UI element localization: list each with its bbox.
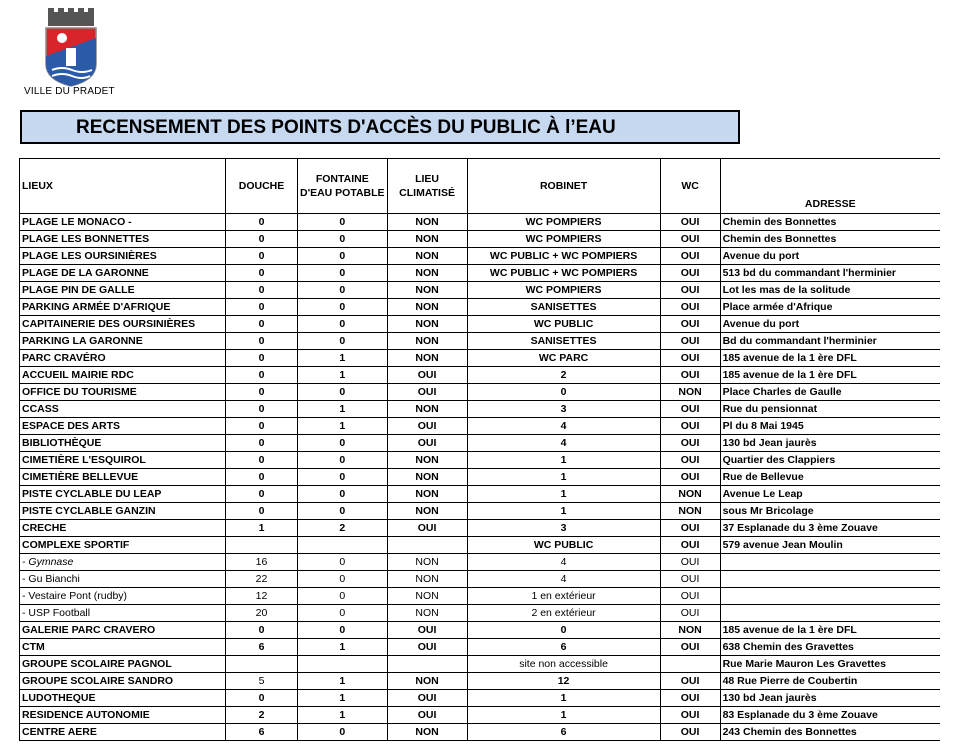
cell-adresse [720,588,940,605]
cell-lieu: CCASS [20,401,226,418]
cell-lieu: PARKING LA GARONNE [20,333,226,350]
cell-douche: 0 [226,231,298,248]
cell-douche: 0 [226,350,298,367]
cell-climatise: NON [387,571,467,588]
cell-wc: OUI [660,554,720,571]
cell-fontaine: 1 [298,673,388,690]
cell-douche [226,537,298,554]
cell-lieu: CAPITAINERIE DES OURSINIÈRES [20,316,226,333]
cell-climatise: OUI [387,690,467,707]
cell-climatise: NON [387,350,467,367]
table-row [20,690,941,707]
header-lieu-line2: CLIMATISÉ [399,187,455,199]
cell-douche: 0 [226,265,298,282]
cell-robinet: 3 [467,401,660,418]
cell-robinet: 2 [467,367,660,384]
table-row [20,707,941,724]
cell-douche: 0 [226,418,298,435]
cell-adresse: 130 bd Jean jaurès [720,690,940,707]
cell-adresse [720,571,940,588]
header-adresse: ADRESSE [720,159,940,214]
cell-lieu: LUDOTHEQUE [20,690,226,707]
table-row [20,435,941,452]
cell-fontaine [298,537,388,554]
cell-robinet: site non accessible [467,656,660,673]
cell-douche: 0 [226,282,298,299]
cell-fontaine: 1 [298,690,388,707]
cell-fontaine: 1 [298,418,388,435]
cell-wc: OUI [660,418,720,435]
table-row [20,367,941,384]
cell-climatise: NON [387,673,467,690]
cell-lieu: PISTE CYCLABLE DU LEAP [20,486,226,503]
table-row [20,401,941,418]
cell-wc: NON [660,622,720,639]
cell-wc: OUI [660,435,720,452]
table-row [20,350,941,367]
cell-lieu: - Vestaire Pont (rudby) [20,588,226,605]
cell-adresse: Chemin des Bonnettes [720,214,940,231]
water-access-table [19,158,940,741]
cell-wc: OUI [660,588,720,605]
table-row [20,333,941,350]
cell-wc: OUI [660,673,720,690]
cell-climatise: NON [387,724,467,741]
cell-fontaine: 0 [298,282,388,299]
table-row [20,520,941,537]
cell-fontaine: 1 [298,350,388,367]
cell-lieu: GALERIE PARC CRAVERO [20,622,226,639]
cell-douche: 22 [226,571,298,588]
cell-wc: OUI [660,299,720,316]
cell-lieu: - Gu Bianchi [20,571,226,588]
title-banner [20,110,740,144]
cell-fontaine: 0 [298,605,388,622]
cell-lieu: BIBLIOTHÈQUE [20,435,226,452]
table-row [20,639,941,656]
cell-adresse: Rue de Bellevue [720,469,940,486]
cell-climatise: NON [387,265,467,282]
cell-douche: 0 [226,248,298,265]
cell-fontaine: 1 [298,639,388,656]
cell-fontaine: 0 [298,265,388,282]
cell-douche: 0 [226,316,298,333]
cell-climatise: NON [387,282,467,299]
cell-robinet: 6 [467,724,660,741]
cell-climatise [387,656,467,673]
cell-fontaine: 0 [298,384,388,401]
cell-lieu: PLAGE LE MONACO - [20,214,226,231]
cell-robinet: WC PUBLIC + WC POMPIERS [467,248,660,265]
cell-climatise: NON [387,503,467,520]
cell-fontaine: 0 [298,503,388,520]
cell-fontaine: 0 [298,622,388,639]
cell-lieu: PLAGE LES OURSINIÈRES [20,248,226,265]
cell-adresse: 130 bd Jean jaurès [720,435,940,452]
cell-fontaine: 0 [298,333,388,350]
cell-douche: 1 [226,520,298,537]
header-robinet: ROBINET [467,159,660,214]
cell-fontaine: 0 [298,299,388,316]
cell-fontaine: 0 [298,554,388,571]
cell-adresse: sous Mr Bricolage [720,503,940,520]
cell-robinet: WC POMPIERS [467,282,660,299]
cell-wc: OUI [660,282,720,299]
table-row [20,316,941,333]
cell-lieu: PLAGE PIN DE GALLE [20,282,226,299]
cell-fontaine: 2 [298,520,388,537]
table-header-row [20,159,941,214]
cell-lieu: PARC CRAVÉRO [20,350,226,367]
cell-wc: OUI [660,571,720,588]
cell-fontaine: 0 [298,231,388,248]
cell-fontaine: 1 [298,707,388,724]
table-row [20,724,941,741]
table-row [20,452,941,469]
cell-robinet: 1 [467,707,660,724]
cell-wc: OUI [660,537,720,554]
cell-lieu: ACCUEIL MAIRIE RDC [20,367,226,384]
cell-lieu: RESIDENCE AUTONOMIE [20,707,226,724]
cell-robinet: SANISETTES [467,333,660,350]
cell-douche: 0 [226,384,298,401]
cell-climatise: NON [387,333,467,350]
header-douche: DOUCHE [226,159,298,214]
cell-wc: NON [660,384,720,401]
cell-fontaine: 0 [298,571,388,588]
cell-wc: OUI [660,605,720,622]
cell-douche: 0 [226,401,298,418]
cell-douche: 0 [226,435,298,452]
cell-adresse [720,605,940,622]
cell-climatise: NON [387,469,467,486]
cell-adresse: Place armée d'Afrique [720,299,940,316]
cell-robinet: 2 en extérieur [467,605,660,622]
table-row [20,248,941,265]
cell-wc: OUI [660,333,720,350]
cell-fontaine: 0 [298,469,388,486]
cell-fontaine: 0 [298,316,388,333]
cell-robinet: 4 [467,435,660,452]
cell-robinet: 1 [467,503,660,520]
table-row [20,588,941,605]
page-title: RECENSEMENT DES POINTS D'ACCÈS DU PUBLIC À l’EAU [76,117,616,138]
cell-robinet: 4 [467,571,660,588]
cell-lieu: COMPLEXE SPORTIF [20,537,226,554]
cell-wc: OUI [660,724,720,741]
cell-climatise: OUI [387,707,467,724]
table-row [20,656,941,673]
cell-douche: 0 [226,333,298,350]
cell-lieu: PARKING ARMÉE D'AFRIQUE [20,299,226,316]
cell-douche: 0 [226,503,298,520]
cell-douche: 12 [226,588,298,605]
cell-fontaine: 0 [298,486,388,503]
table-row [20,418,941,435]
cell-wc: OUI [660,707,720,724]
cell-robinet: 1 en extérieur [467,588,660,605]
cell-lieu: - USP Football [20,605,226,622]
table-row [20,231,941,248]
cell-robinet: WC POMPIERS [467,214,660,231]
cell-climatise: NON [387,401,467,418]
cell-douche: 2 [226,707,298,724]
cell-wc: OUI [660,469,720,486]
cell-douche: 0 [226,299,298,316]
cell-douche: 6 [226,724,298,741]
cell-wc: OUI [660,316,720,333]
cell-adresse: Avenue du port [720,248,940,265]
cell-wc: NON [660,486,720,503]
cell-climatise: NON [387,605,467,622]
cell-robinet: 1 [467,452,660,469]
header-lieux: LIEUX [20,159,226,214]
cell-climatise: NON [387,554,467,571]
cell-climatise: NON [387,452,467,469]
cell-adresse: 638 Chemin des Gravettes [720,639,940,656]
cell-douche: 6 [226,639,298,656]
cell-douche: 0 [226,367,298,384]
cell-fontaine: 0 [298,214,388,231]
cell-wc: OUI [660,520,720,537]
cell-adresse: 185 avenue de la 1 ère DFL [720,367,940,384]
table-row [20,486,941,503]
cell-adresse: Quartier des Clappiers [720,452,940,469]
cell-climatise: OUI [387,435,467,452]
cell-robinet: 4 [467,554,660,571]
cell-fontaine: 0 [298,435,388,452]
table-row [20,571,941,588]
table-row [20,673,941,690]
header-wc: WC [660,159,720,214]
table-row [20,605,941,622]
cell-wc: OUI [660,350,720,367]
cell-wc: OUI [660,248,720,265]
table-row [20,299,941,316]
cell-wc: OUI [660,401,720,418]
cell-adresse: Pl du 8 Mai 1945 [720,418,940,435]
cell-fontaine [298,656,388,673]
cell-adresse: Rue Marie Mauron Les Gravettes [720,656,940,673]
cell-wc: OUI [660,639,720,656]
cell-adresse: 185 avenue de la 1 ère DFL [720,622,940,639]
table-row [20,469,941,486]
cell-lieu: CRECHE [20,520,226,537]
cell-fontaine: 1 [298,401,388,418]
cell-adresse: Place Charles de Gaulle [720,384,940,401]
cell-adresse: 513 bd du commandant l'herminier [720,265,940,282]
cell-fontaine: 0 [298,724,388,741]
cell-robinet: 6 [467,639,660,656]
cell-lieu: OFFICE DU TOURISME [20,384,226,401]
cell-climatise: NON [387,214,467,231]
cell-climatise: NON [387,299,467,316]
cell-wc: OUI [660,265,720,282]
cell-climatise: NON [387,486,467,503]
cell-fontaine: 0 [298,452,388,469]
cell-robinet: SANISETTES [467,299,660,316]
cell-wc: OUI [660,367,720,384]
table-row [20,554,941,571]
table-row [20,503,941,520]
cell-douche: 0 [226,469,298,486]
cell-climatise: NON [387,248,467,265]
cell-adresse: Avenue Le Leap [720,486,940,503]
cell-robinet: 1 [467,469,660,486]
cell-wc: OUI [660,452,720,469]
cell-adresse: 243 Chemin des Bonnettes [720,724,940,741]
cell-climatise: OUI [387,418,467,435]
cell-robinet: WC PUBLIC + WC POMPIERS [467,265,660,282]
cell-lieu: PLAGE DE LA GARONNE [20,265,226,282]
cell-adresse: Bd du commandant l'herminier [720,333,940,350]
cell-douche: 16 [226,554,298,571]
cell-climatise [387,537,467,554]
cell-adresse [720,554,940,571]
cell-douche: 0 [226,214,298,231]
cell-douche: 0 [226,486,298,503]
header-fontaine-line1: FONTAINE [315,173,369,185]
cell-adresse: Chemin des Bonnettes [720,231,940,248]
table-row [20,537,941,554]
cell-lieu: PLAGE LES BONNETTES [20,231,226,248]
cell-adresse: Lot les mas de la solitude [720,282,940,299]
cell-adresse: 579 avenue Jean Moulin [720,537,940,554]
cell-fontaine: 0 [298,588,388,605]
cell-adresse: 185 avenue de la 1 ère DFL [720,350,940,367]
cell-adresse: 37 Esplanade du 3 ème Zouave [720,520,940,537]
cell-wc: OUI [660,231,720,248]
cell-wc [660,656,720,673]
table-row [20,384,941,401]
cell-climatise: OUI [387,639,467,656]
cell-climatise: OUI [387,384,467,401]
cell-douche [226,656,298,673]
cell-robinet: 1 [467,690,660,707]
cell-robinet: 4 [467,418,660,435]
cell-adresse: 83 Esplanade du 3 ème Zouave [720,707,940,724]
cell-robinet: WC PARC [467,350,660,367]
cell-robinet: 0 [467,622,660,639]
cell-douche: 0 [226,452,298,469]
cell-fontaine: 1 [298,367,388,384]
cell-robinet: 0 [467,384,660,401]
cell-douche: 20 [226,605,298,622]
cell-douche: 5 [226,673,298,690]
cell-robinet: 3 [467,520,660,537]
cell-climatise: OUI [387,520,467,537]
cell-lieu: PISTE CYCLABLE GANZIN [20,503,226,520]
cell-douche: 0 [226,622,298,639]
cell-adresse: 48 Rue Pierre de Coubertin [720,673,940,690]
cell-robinet: WC PUBLIC [467,537,660,554]
cell-lieu: - Gymnase [20,554,226,571]
cell-robinet: 12 [467,673,660,690]
cell-wc: OUI [660,690,720,707]
cell-lieu: CIMETIÈRE BELLEVUE [20,469,226,486]
cell-lieu: CENTRE AERE [20,724,226,741]
header-lieu-climatise [387,159,467,214]
cell-douche: 0 [226,690,298,707]
cell-lieu: CTM [20,639,226,656]
cell-climatise: OUI [387,622,467,639]
cell-adresse: Avenue du port [720,316,940,333]
cell-wc: NON [660,503,720,520]
cell-lieu: GROUPE SCOLAIRE PAGNOL [20,656,226,673]
cell-adresse: Rue du pensionnat [720,401,940,418]
table-row [20,265,941,282]
cell-fontaine: 0 [298,248,388,265]
header-fontaine-line2: D'EAU POTABLE [300,187,385,199]
header-fontaine [298,159,388,214]
logo-caption: VILLE DU PRADET [24,86,115,97]
cell-lieu: GROUPE SCOLAIRE SANDRO [20,673,226,690]
cell-lieu: ESPACE DES ARTS [20,418,226,435]
cell-climatise: NON [387,588,467,605]
cell-climatise: NON [387,316,467,333]
cell-robinet: WC PUBLIC [467,316,660,333]
cell-robinet: 1 [467,486,660,503]
table-row [20,622,941,639]
table-row [20,214,941,231]
cell-climatise: OUI [387,367,467,384]
cell-climatise: NON [387,231,467,248]
header-lieu-line1: LIEU [415,173,440,185]
table-row [20,282,941,299]
cell-lieu: CIMETIÈRE L'ESQUIROL [20,452,226,469]
crest-icon [22,8,122,88]
cell-wc: OUI [660,214,720,231]
cell-robinet: WC POMPIERS [467,231,660,248]
